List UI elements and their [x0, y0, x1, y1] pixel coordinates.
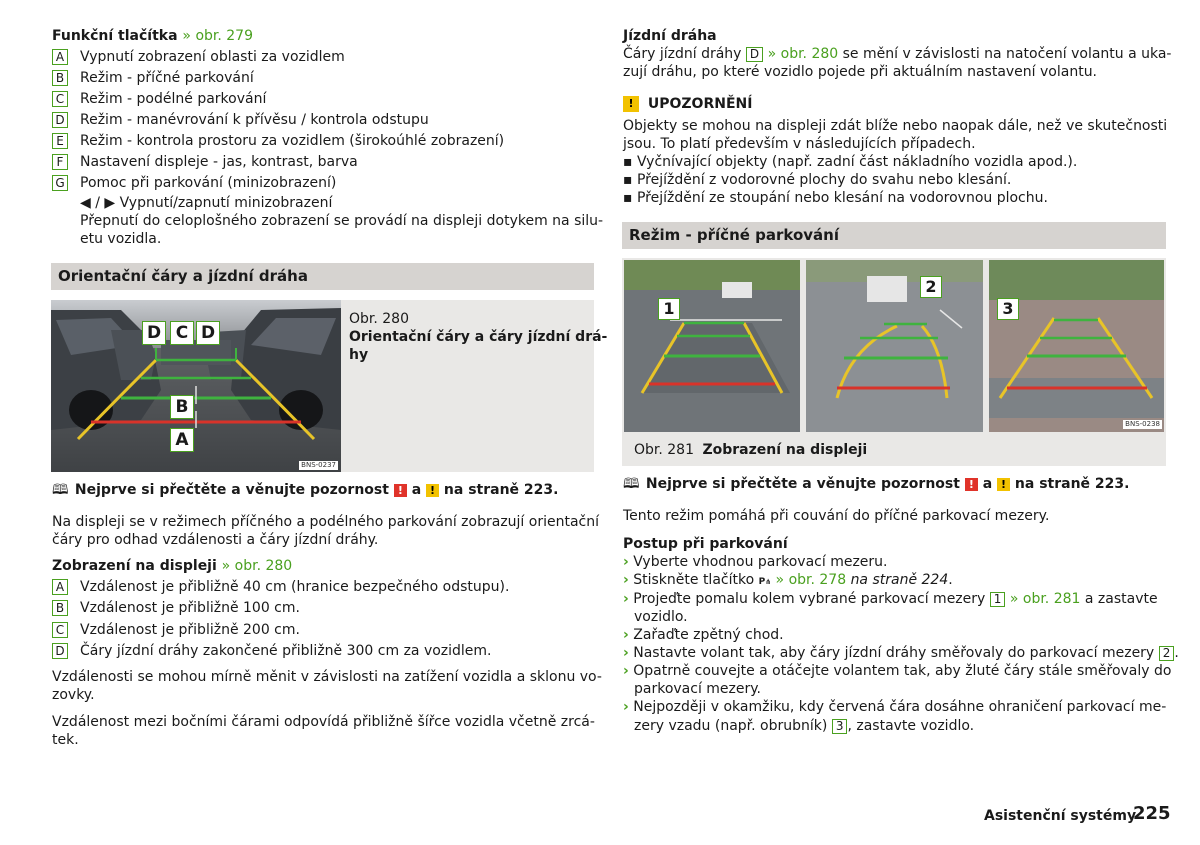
function-button-item-key: D — [52, 112, 68, 128]
function-button-item-g — [52, 174, 336, 192]
function-button-item-b — [52, 69, 254, 87]
step-3-ref-link[interactable]: » obr. 281 — [1009, 591, 1081, 607]
funkcni-title: Funkční tlačítka — [52, 28, 178, 44]
section-bar-orientacni: Orientační čáry a jízdní dráha — [51, 263, 594, 290]
step-5-end: . — [1174, 645, 1179, 661]
step-7 — [623, 698, 1166, 716]
function-button-item-a — [52, 48, 345, 66]
footer-section: Asistenční systémy — [984, 808, 1137, 824]
para1-line-1: Na displeji se v režimech příčného a podélného parkování zobrazují orientační — [52, 514, 599, 530]
para2-line-1: Vzdálenosti se mohou mírně měnit v závislosti na zatížení vozidla a sklonu vo- — [52, 669, 602, 685]
warning-list-text: Přejíždění z vodorovné plochy do svahu nebo klesání. — [636, 172, 1012, 188]
warning-yellow-icon: ! — [426, 484, 439, 497]
read-first-page: na straně 223. — [1014, 476, 1130, 492]
step-1-text: Vyberte vhodnou parkovací mezeru. — [633, 554, 888, 570]
funkcni-ref-link[interactable]: » obr. 279 — [182, 28, 253, 44]
postup-title: Postup při parkování — [623, 536, 788, 552]
warning-line-1: Objekty se mohou na displeji zdát blíže nebo naopak dále, než ve skutečnosti — [623, 118, 1168, 134]
chevron-right-icon: › — [623, 627, 629, 643]
fig280-caption-2: hy — [349, 347, 369, 363]
warning-list-item — [623, 153, 1077, 171]
read-first-text: Nejprve si přečtěte a věnujte pozornost — [645, 476, 960, 492]
jizdni-line-2: zují dráhu, po které vozidlo pojede při aktuálním nastavení volantu. — [623, 64, 1098, 80]
jizdni-text-b: se mění v závislosti na natočení volantu a uka- — [842, 46, 1172, 62]
distance-item-a — [52, 578, 509, 596]
figure-281 — [622, 258, 1166, 466]
function-button-item-text: Režim - příčné parkování — [80, 70, 254, 86]
chevron-right-icon: › — [623, 554, 629, 570]
zobrazeni-title: Zobrazení na displeji — [52, 558, 217, 574]
function-button-item-text: Režim - podélné parkování — [80, 91, 267, 107]
figure-281-image — [622, 258, 1166, 434]
fig280-label-c: C — [170, 321, 194, 345]
jizdni-text-a: Čáry jízdní dráhy — [623, 46, 742, 62]
fig280-caption-1: Orientační čáry a čáry jízdní drá- — [349, 329, 608, 345]
read-first-and: a — [982, 476, 993, 492]
step-3 — [623, 590, 1158, 608]
funkcni-heading — [52, 27, 253, 45]
function-button-item-c — [52, 90, 266, 108]
distance-item-text: Čáry jízdní dráhy zakončené přibližně 300 cm za vozidlem. — [80, 642, 492, 659]
function-button-item-e — [52, 132, 504, 150]
function-button-item-key: E — [52, 133, 68, 149]
step-1 — [623, 553, 888, 571]
bullet-icon: ▪ — [623, 190, 637, 206]
fig281-label-3: 3 — [997, 298, 1019, 320]
distance-item-d — [52, 642, 492, 660]
distance-item-key: D — [52, 643, 68, 659]
book-icon: 🕮 — [623, 476, 640, 492]
warning-heading — [623, 95, 752, 113]
read-first-notice-right — [623, 475, 1129, 493]
warning-yellow-icon: ! — [997, 478, 1010, 491]
g-sub-line-3: etu vozidla. — [80, 231, 162, 247]
fig280-label-d-left: D — [142, 321, 166, 345]
fig280-label-a: A — [170, 428, 194, 452]
fig281-label-1: 1 — [658, 298, 680, 320]
step-4-text: Zařaďte zpětný chod. — [633, 627, 784, 643]
chevron-right-icon: › — [623, 699, 629, 715]
step-7-cont — [634, 717, 974, 735]
function-button-item-text: Režim - manévrování k přívěsu / kontrola odstupu — [80, 112, 429, 128]
warning-title: UPOZORNĚNÍ — [647, 96, 753, 112]
function-button-item-key: B — [52, 70, 68, 86]
step-5 — [623, 644, 1179, 662]
step-3-text-b: a zastavte — [1084, 591, 1158, 607]
book-icon: 🕮 — [52, 482, 69, 498]
function-button-item-text: Vypnutí zobrazení oblasti za vozidlem — [80, 49, 345, 65]
function-button-item-key: A — [52, 49, 68, 65]
function-button-item-key: C — [52, 91, 68, 107]
warning-list-text: Vyčnívající objekty (např. zadní část nákladního vozidla apod.). — [636, 154, 1078, 170]
step-7-text-b: zery vzadu (např. obrubník) — [634, 718, 828, 734]
step-4 — [623, 626, 784, 644]
warning-list-text: Přejíždění ze stoupání nebo klesání na vodorovnou plochu. — [636, 190, 1048, 206]
read-first-page: na straně 223. — [443, 482, 559, 498]
step-2 — [623, 571, 953, 591]
function-button-item-key: G — [52, 175, 68, 191]
zobrazeni-ref-link[interactable]: » obr. 280 — [221, 558, 293, 574]
step-7-text-c: , zastavte vozidlo. — [847, 718, 975, 734]
distance-item-b — [52, 599, 300, 617]
function-button-item-text: Režim - kontrola prostoru za vozidlem (širokoúhlé zobrazení) — [80, 133, 505, 149]
jizdni-key-d: D — [746, 47, 763, 62]
step-2-ref-link[interactable]: » obr. 278 — [775, 572, 847, 588]
fig280-code: BNS-0237 — [301, 461, 336, 469]
step-6 — [623, 662, 1171, 680]
page-number: 225 — [1133, 803, 1171, 824]
step-3-cont: vozidlo. — [634, 609, 688, 625]
fig280-label-d-right: D — [196, 321, 220, 345]
chevron-right-icon: › — [623, 572, 629, 588]
step-6-cont: parkovací mezery. — [634, 681, 762, 697]
function-button-item-text: Nastavení displeje - jas, kontrast, barva — [80, 154, 358, 170]
read-first-text: Nejprve si přečtěte a věnujte pozornost — [74, 482, 389, 498]
g-sub-line-2: Přepnutí do celoplošného zobrazení se provádí na displeji dotykem na silu- — [80, 213, 604, 229]
para1-line-2: čáry pro odhad vzdálenosti a čáry jízdní dráhy. — [52, 532, 379, 548]
distance-item-key: B — [52, 600, 68, 616]
warning-list-item — [623, 171, 1011, 189]
fig281-caption-text: Zobrazení na displeji — [702, 442, 868, 458]
step-2-text: Stiskněte tlačítko — [633, 572, 755, 588]
fig281-caption — [634, 441, 867, 459]
distance-item-key: C — [52, 622, 68, 638]
function-button-item-d — [52, 111, 429, 129]
para3-line-1: Vzdálenost mezi bočními čárami odpovídá přibližně šířce vozidla včetně zrcá- — [52, 714, 595, 730]
step-2-end: . — [948, 572, 953, 588]
fig280-label-b: B — [170, 395, 194, 419]
section-bar-pricne: Režim - příčné parkování — [622, 222, 1166, 249]
para3-line-2: tek. — [52, 732, 79, 748]
fig280-number: Obr. 280 — [349, 311, 409, 327]
step-3-key: 1 — [990, 592, 1006, 607]
jizdni-line-1 — [623, 45, 1172, 63]
distance-item-c — [52, 621, 300, 639]
warning-line-2: jsou. To platí především v následujících případech. — [623, 136, 976, 152]
warning-list-item — [623, 189, 1048, 207]
distance-item-key: A — [52, 579, 68, 595]
step-5-key: 2 — [1159, 646, 1175, 661]
jizdni-ref-link[interactable]: » obr. 280 — [767, 46, 839, 62]
distance-item-text: Vzdálenost je přibližně 40 cm (hranice bezpečného odstupu). — [80, 579, 510, 595]
chevron-right-icon: › — [623, 645, 629, 661]
park-assist-button-icon: P⋔ — [758, 577, 772, 587]
bullet-icon: ▪ — [623, 172, 637, 188]
distance-item-text: Vzdálenost je přibližně 100 cm. — [80, 600, 300, 617]
jizdni-title: Jízdní dráha — [623, 28, 717, 44]
warning-red-icon: ! — [965, 478, 978, 491]
chevron-right-icon: › — [623, 663, 629, 679]
step-5-text: Nastavte volant tak, aby čáry jízdní dráhy směřovaly do parkovací mezery — [633, 645, 1155, 661]
step-2-page: na straně 224 — [850, 572, 949, 588]
step-7-key: 3 — [832, 719, 848, 734]
read-first-notice-left — [52, 481, 558, 499]
function-button-item-text: Pomoc při parkování (minizobrazení) — [80, 175, 337, 191]
fig281-label-2: 2 — [920, 276, 942, 298]
function-button-item-f — [52, 153, 358, 171]
step-3-text: Projeďte pomalu kolem vybrané parkovací mezery — [633, 591, 986, 607]
step-7-text: Nejpozději v okamžiku, kdy červená čára dosáhne ohraničení parkovací me- — [633, 699, 1167, 715]
function-button-item-key: F — [52, 154, 68, 170]
intro-text: Tento režim pomáhá při couvání do příčné parkovací mezery. — [623, 508, 1050, 524]
fig281-number: Obr. 281 — [634, 442, 694, 458]
fig281-code: BNS-0238 — [1125, 420, 1160, 428]
bullet-icon: ▪ — [623, 154, 637, 170]
step-6-text: Opatrně couvejte a otáčejte volantem tak, aby žluté čáry stále směřovaly do — [633, 663, 1172, 679]
warning-icon: ! — [623, 96, 639, 112]
warning-red-icon: ! — [394, 484, 407, 497]
read-first-and: a — [411, 482, 422, 498]
chevron-right-icon: › — [623, 591, 629, 607]
distance-item-text: Vzdálenost je přibližně 200 cm. — [80, 621, 300, 638]
para2-line-2: zovky. — [52, 687, 95, 703]
figure-280 — [51, 300, 341, 472]
g-sub-line-1: ◀ / ▶ Vypnutí/zapnutí minizobrazení — [80, 195, 333, 211]
zobrazeni-heading — [52, 557, 292, 575]
